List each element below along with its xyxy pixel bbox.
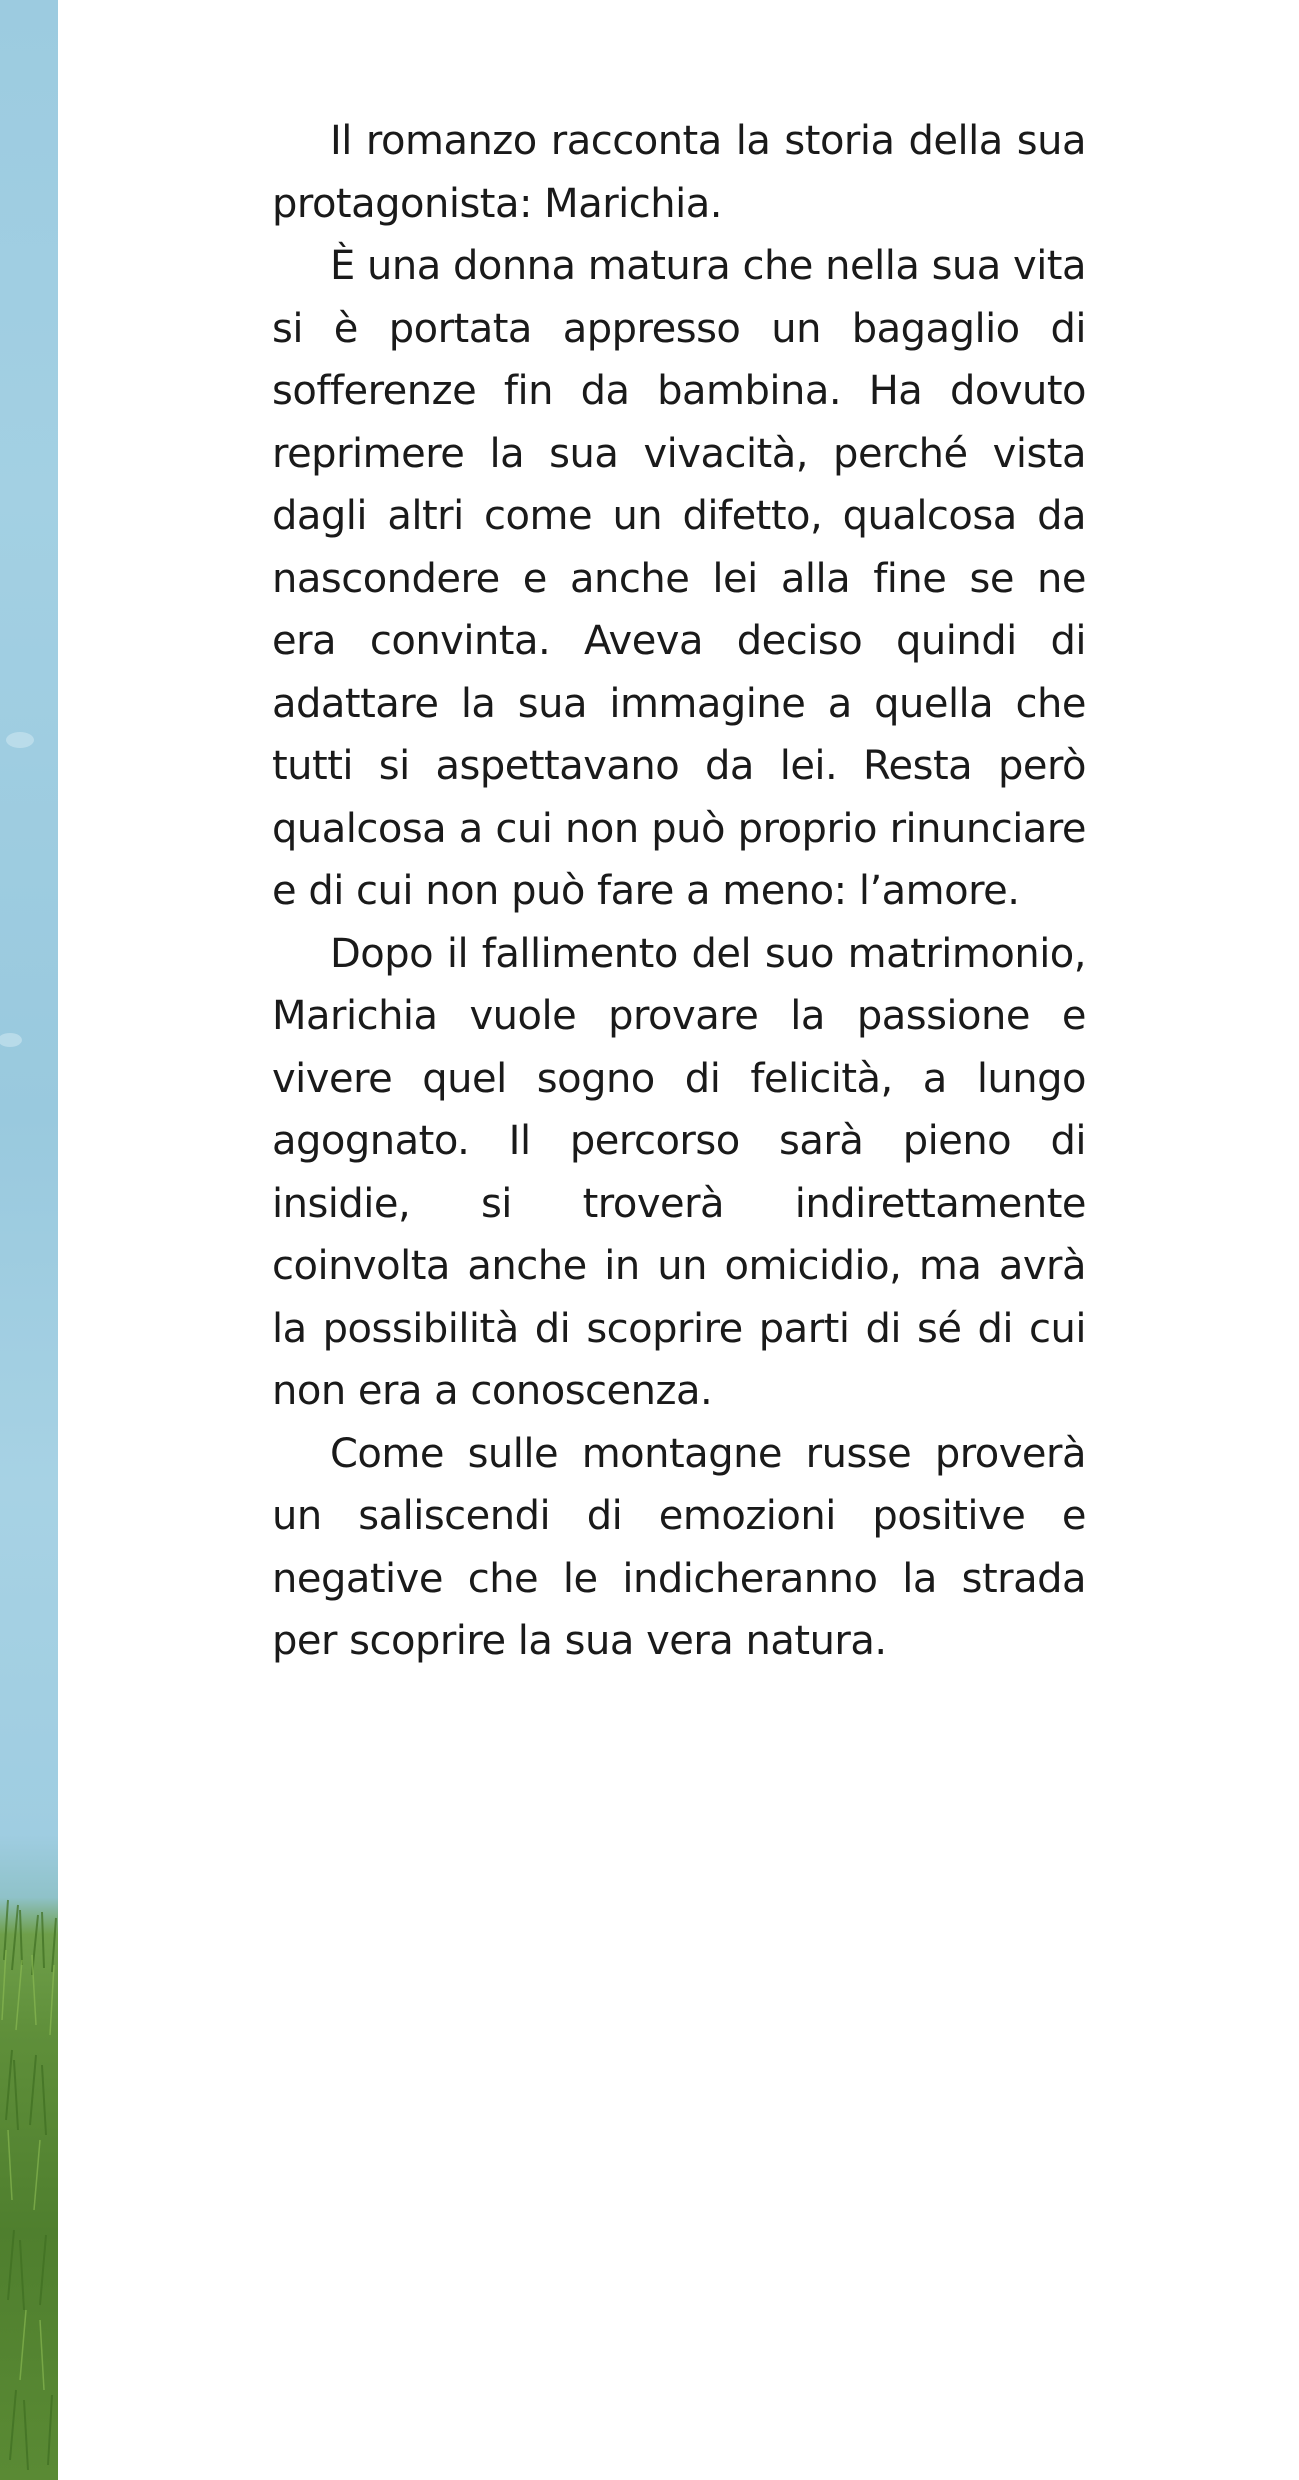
synopsis-text <box>272 110 1086 1673</box>
cover-artwork-strip <box>0 0 58 2480</box>
synopsis-paragraph-3: Dopo il fallimento del suo matrimonio, Marichia vuole provare la passione e vivere quel sogno di felicità, a lungo agognato. Il percorso sarà pieno di insidie, si troverà indirettamente coinvolta anche in un omicidio, ma avrà la possibilità di scoprire parti di sé di cui non era a conoscenza. <box>272 930 1086 1414</box>
synopsis-paragraph-2: È una donna matura che nella sua vita si è portata appresso un bagaglio di sofferenze fin da bambina. Ha dovuto reprimere la sua vivacità, perché vista dagli altri come un difetto, qualcosa da nascondere e anche lei alla fine se ne era convinta. Aveva deciso quindi di adattare la sua immagine a quella che tutti si aspettavano da lei. Resta però qualcosa a cui non può proprio rinunciare e di cui non può fare a meno: l’amore. <box>272 243 1086 914</box>
synopsis-paragraph-1: Il romanzo racconta la storia della sua protagonista: Marichia. <box>272 118 1086 227</box>
grass-illustration <box>0 0 58 2480</box>
synopsis-paragraph-4: Come sulle montagne russe proverà un saliscendi di emozioni positive e negative che le indicheranno la strada per scoprire la sua vera natura. <box>272 1430 1086 1664</box>
